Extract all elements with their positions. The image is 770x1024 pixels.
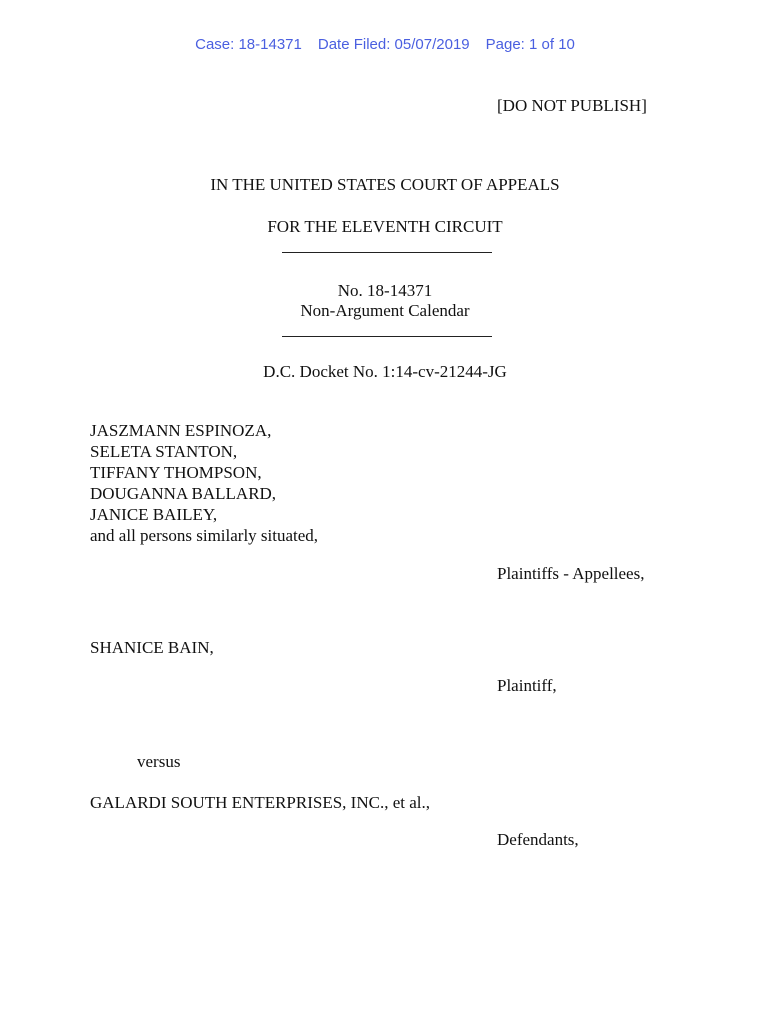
versus-label: versus: [137, 752, 181, 771]
plaintiffs-appellees-list: [90, 420, 318, 546]
party-name: TIFFANY THOMPSON,: [90, 463, 262, 482]
party-name: JASZMANN ESPINOZA,: [90, 421, 272, 440]
circuit-title: FOR THE ELEVENTH CIRCUIT: [267, 217, 503, 236]
filing-stamp: [0, 36, 770, 53]
plaintiff-name: SHANICE BAIN,: [90, 638, 214, 657]
party-name: JANICE BAILEY,: [90, 505, 218, 524]
page-count-stamp: Page: 1 of 10: [485, 36, 575, 53]
case-number: No. 18-14371: [337, 281, 433, 300]
defendant-name: GALARDI SOUTH ENTERPRISES, INC., et al.,: [90, 793, 430, 812]
party-name: and all persons similarly situated,: [90, 526, 319, 545]
divider-rule-top: [282, 252, 492, 253]
defendants-role: Defendants,: [497, 830, 579, 849]
docket-number: D.C. Docket No. 1:14-cv-21244-JG: [263, 362, 507, 381]
party-name: SELETA STANTON,: [90, 442, 238, 461]
court-title: IN THE UNITED STATES COURT OF APPEALS: [210, 175, 560, 194]
calendar-type: Non-Argument Calendar: [300, 301, 470, 320]
publish-note: [DO NOT PUBLISH]: [497, 96, 647, 115]
party-name: DOUGANNA BALLARD,: [90, 484, 277, 503]
date-filed-stamp: Date Filed: 05/07/2019: [317, 36, 470, 53]
case-number-stamp: Case: 18-14371: [195, 36, 302, 53]
divider-rule-bottom: [282, 336, 492, 337]
plaintiff-role: Plaintiff,: [497, 676, 557, 695]
plaintiffs-appellees-role: Plaintiffs - Appellees,: [497, 564, 645, 583]
